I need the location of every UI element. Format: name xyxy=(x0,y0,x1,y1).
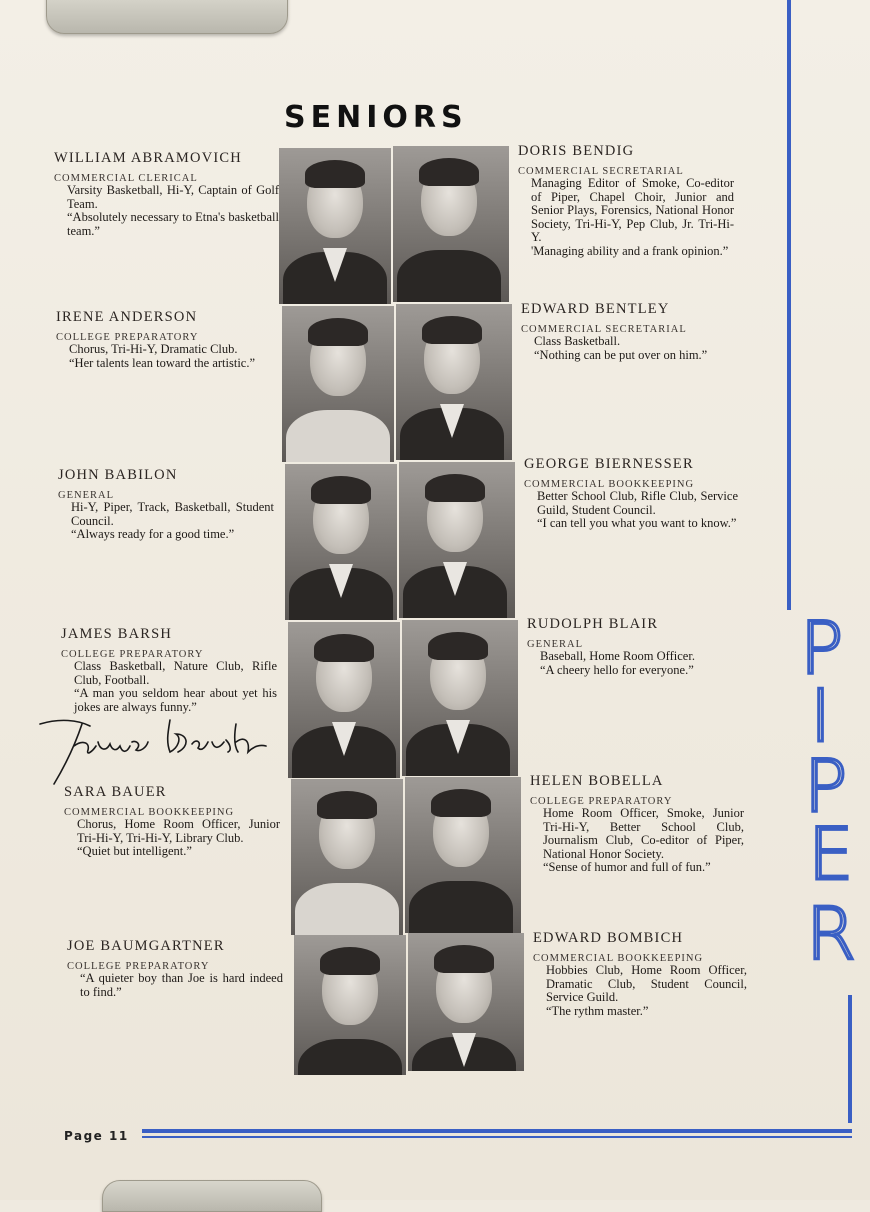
portrait-photo-abramovich xyxy=(279,148,391,304)
senior-quote: “Sense of humor and full of fun.” xyxy=(543,860,711,874)
senior-quote: “Absolutely necessary to Etna's basketball team.” xyxy=(67,210,279,238)
senior-course: COMMERCIAL BOOKKEEPING xyxy=(533,953,704,964)
portrait-dress xyxy=(409,881,513,933)
senior-quote: “A quieter boy than Joe is hard indeed to find.” xyxy=(80,971,283,999)
portrait-suit xyxy=(298,1039,402,1075)
senior-activities: Hi-Y, Piper, Track, Basketball, Student Council. xyxy=(71,500,274,528)
senior-activities: Chorus, Home Room Officer, Junior Tri-Hi-Y, Tri-Hi-Y, Library Club. xyxy=(77,817,280,845)
piper-letter: I xyxy=(810,674,832,758)
portrait-hair xyxy=(305,160,365,188)
portrait-photo-bendig xyxy=(393,146,509,302)
binder-tab-top xyxy=(46,0,288,34)
senior-name: WILLIAM ABRAMOVICH xyxy=(54,150,242,166)
senior-entry-blair xyxy=(527,616,743,677)
decorative-vertical-rule xyxy=(787,0,791,610)
senior-name: JOE BAUMGARTNER xyxy=(67,938,225,954)
senior-entry-biernesser xyxy=(524,456,738,531)
senior-quote: “I can tell you what you want to know.” xyxy=(537,516,737,530)
senior-activities: Varsity Basketball, Hi-Y, Captain of Golf Team. xyxy=(67,183,279,211)
portrait-photo-anderson xyxy=(282,306,394,462)
senior-entry-babilon xyxy=(58,467,274,542)
senior-name: EDWARD BOMBICH xyxy=(533,930,684,946)
senior-entry-bobella xyxy=(530,773,744,875)
decorative-right-rule xyxy=(848,995,852,1123)
senior-course: GENERAL xyxy=(58,490,114,501)
senior-course: COMMERCIAL SECRETARIAL xyxy=(518,166,684,177)
portrait-hair xyxy=(308,318,368,346)
portrait-photo-babilon xyxy=(285,464,397,620)
portrait-photo-bombich xyxy=(408,933,524,1071)
senior-entry-anderson xyxy=(56,309,270,370)
senior-activities: Baseball, Home Room Officer. xyxy=(540,649,695,663)
senior-quote: “Always ready for a good time.” xyxy=(71,527,235,541)
senior-entry-bendig xyxy=(518,143,734,258)
portrait-photo-baumgartner xyxy=(294,935,406,1075)
piper-letter: P xyxy=(804,744,848,828)
piper-vertical-logo xyxy=(796,606,857,992)
page-number: Page 11 xyxy=(64,1129,129,1143)
portrait-hair xyxy=(425,474,485,502)
senior-entry-baumgartner xyxy=(67,938,283,999)
senior-activities: Hobbies Club, Home Room Officer, Dramatic Club, Student Council, Service Guild. xyxy=(546,963,747,1004)
senior-entry-barsh xyxy=(61,626,277,714)
senior-course: COMMERCIAL CLERICAL xyxy=(54,173,198,184)
senior-entry-abramovich xyxy=(54,150,279,238)
senior-name: DORIS BENDIG xyxy=(518,143,635,159)
senior-entry-bauer xyxy=(64,784,280,859)
binder-tab-bottom xyxy=(102,1180,322,1212)
decorative-bottom-rule-thin xyxy=(142,1136,852,1138)
portrait-hair xyxy=(314,634,374,662)
portrait-hair xyxy=(317,791,377,819)
senior-course: COMMERCIAL BOOKKEEPING xyxy=(524,479,695,490)
senior-activities: Class Basketball. xyxy=(534,334,621,348)
senior-activities: Better School Club, Rifle Club, Service Guild, Student Council. xyxy=(537,489,738,517)
senior-quote: “Her talents lean toward the artistic.” xyxy=(69,355,256,370)
senior-course: GENERAL xyxy=(527,639,583,650)
senior-name: EDWARD BENTLEY xyxy=(521,301,670,317)
senior-activities: Home Room Officer, Smoke, Junior Tri-Hi-Y, Better School Club, Journalism Club, Co-editor of Piper, National Honor Society. xyxy=(543,806,744,861)
senior-name: SARA BAUER xyxy=(64,784,167,800)
senior-name: JOHN BABILON xyxy=(58,467,178,483)
senior-quote: “A cheery hello for everyone.” xyxy=(540,662,694,677)
senior-course: COLLEGE PREPARATORY xyxy=(61,649,204,660)
portrait-hair xyxy=(428,632,488,660)
portrait-hair xyxy=(431,789,491,817)
portrait-photo-bentley xyxy=(396,304,512,460)
portrait-dress xyxy=(397,250,501,302)
portrait-photo-blair xyxy=(402,620,518,776)
senior-course: COMMERCIAL BOOKKEEPING xyxy=(64,807,235,818)
portrait-hair xyxy=(311,476,371,504)
decorative-bottom-rule xyxy=(142,1129,852,1133)
handwritten-signature xyxy=(30,712,280,792)
senior-course: COLLEGE PREPARATORY xyxy=(67,961,210,972)
piper-letter: E xyxy=(808,812,854,896)
portrait-photo-biernesser xyxy=(399,462,515,618)
senior-quote: “The rythm master.” xyxy=(546,1003,649,1018)
senior-name: RUDOLPH BLAIR xyxy=(527,616,659,632)
portrait-hair xyxy=(320,947,380,975)
portrait-photo-bobella xyxy=(405,777,521,933)
senior-activities: Class Basketball, Nature Club, Rifle Club, Football. xyxy=(74,659,277,687)
portrait-photo-barsh xyxy=(288,622,400,778)
portrait-hair xyxy=(422,316,482,344)
senior-activities: Chorus, Tri-Hi-Y, Dramatic Club. xyxy=(69,342,238,356)
piper-letter: P xyxy=(800,606,844,690)
senior-course: COLLEGE PREPARATORY xyxy=(56,332,199,343)
senior-entry-bombich xyxy=(533,930,747,1018)
portrait-hair xyxy=(419,158,479,186)
portrait-sweater xyxy=(295,883,399,935)
senior-quote: “Quiet but intelligent.” xyxy=(77,844,192,858)
senior-name: JAMES BARSH xyxy=(61,626,173,642)
senior-quote: “Nothing can be put over on him.” xyxy=(534,347,708,362)
senior-name: IRENE ANDERSON xyxy=(56,309,198,325)
senior-name: HELEN BOBELLA xyxy=(530,773,664,789)
senior-course: COLLEGE PREPARATORY xyxy=(530,796,673,807)
senior-quote: 'Managing ability and a frank opinion.” xyxy=(531,243,729,258)
piper-letter: R xyxy=(806,892,857,976)
senior-name: GEORGE BIERNESSER xyxy=(524,456,694,472)
page-title: SENIORS xyxy=(284,100,468,135)
senior-activities: Managing Editor of Smoke, Co-editor of Piper, Chapel Choir, Junior and Senior Plays, Forensics, National Honor Society, Tri-Hi-Y, Pep Club, Jr. Tri-Hi-Y. xyxy=(531,176,734,244)
senior-entry-bentley xyxy=(521,301,735,362)
portrait-photo-bauer xyxy=(291,779,403,935)
senior-quote: “A man you seldom hear about yet his jokes are always funny.” xyxy=(74,686,277,714)
portrait-hair xyxy=(434,945,494,973)
senior-course: COMMERCIAL SECRETARIAL xyxy=(521,324,687,335)
portrait-dress xyxy=(286,410,390,462)
